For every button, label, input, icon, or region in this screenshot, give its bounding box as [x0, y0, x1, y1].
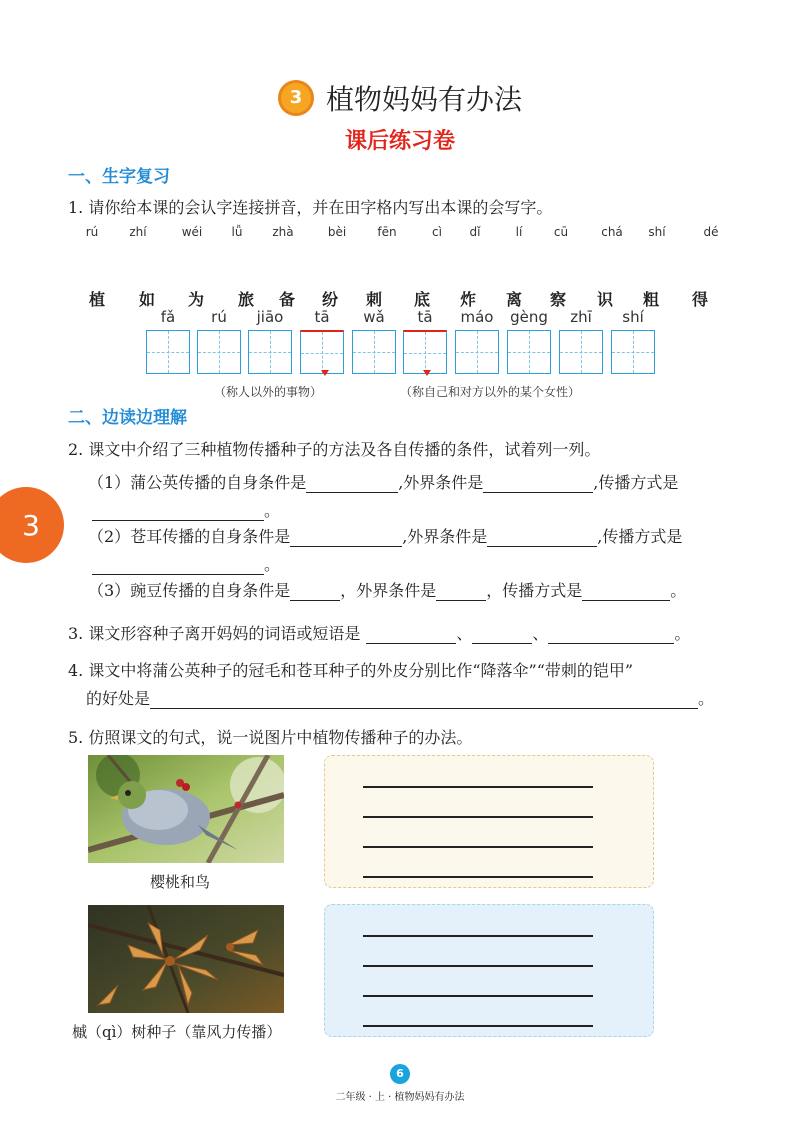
grid-pinyin: tā — [314, 308, 330, 326]
question-2-2-cont: 。 — [92, 552, 280, 575]
pinyin-option[interactable]: chá — [601, 225, 623, 239]
tian-grid-box[interactable] — [403, 330, 447, 374]
character-option[interactable]: 粗 — [642, 290, 660, 309]
answer-blank[interactable] — [290, 582, 340, 601]
tian-grid-box[interactable] — [300, 330, 344, 374]
question-1: 1. 请你给本课的会认字连接拼音，并在田字格内写出本课的会写字。 — [68, 198, 553, 217]
character-option[interactable]: 备 — [278, 290, 296, 309]
writing-line — [363, 876, 593, 878]
footer-text: 二年级 · 上 · 植物妈妈有办法 — [335, 1092, 465, 1103]
tian-grid-box[interactable] — [146, 330, 190, 374]
pinyin-option[interactable]: zhà — [272, 225, 294, 239]
tian-grid-box[interactable] — [455, 330, 499, 374]
answer-blank[interactable] — [472, 625, 532, 644]
writing-line — [363, 846, 593, 848]
pinyin-option[interactable]: cì — [432, 225, 442, 239]
character-option[interactable]: 纷 — [321, 290, 339, 309]
character-option[interactable]: 底 — [413, 290, 431, 309]
character-option[interactable]: 察 — [549, 290, 567, 309]
arrow-marker — [423, 370, 431, 376]
arrow-marker — [321, 370, 329, 376]
tian-grid-box[interactable] — [352, 330, 396, 374]
grid-pinyin: tā — [417, 308, 433, 326]
grid-pinyin: shí — [622, 308, 644, 326]
grid-pinyin: zhī — [570, 308, 592, 326]
pinyin-option[interactable]: shí — [648, 225, 666, 239]
pinyin-option[interactable]: wéi — [181, 225, 203, 239]
tian-grid-box[interactable] — [559, 330, 603, 374]
lesson-side-tab: 3 — [0, 487, 64, 563]
character-option[interactable]: 识 — [596, 290, 614, 309]
character-option[interactable]: 旅 — [237, 290, 255, 309]
page-title: 植物妈妈有办法 — [325, 83, 522, 116]
question-2-1-cont: 。 — [92, 498, 280, 521]
character-option[interactable]: 植 — [88, 290, 106, 309]
answer-box-1[interactable] — [324, 755, 654, 888]
hint-note-1: （称人以外的事物） — [214, 385, 323, 399]
answer-blank[interactable] — [150, 690, 698, 709]
character-option[interactable]: 刺 — [365, 290, 383, 309]
photo-caption-2: 槭（qì）树种子（靠风力传播） — [72, 1023, 282, 1041]
pinyin-option[interactable]: dé — [703, 225, 719, 239]
answer-blank[interactable] — [436, 582, 486, 601]
character-option[interactable]: 炸 — [459, 290, 477, 309]
answer-blank[interactable] — [582, 582, 670, 601]
section-heading-reading: 二、边读边理解 — [68, 408, 187, 428]
tian-grid-box[interactable] — [197, 330, 241, 374]
answer-blank[interactable] — [487, 528, 597, 547]
pinyin-option[interactable]: fēn — [377, 225, 397, 239]
pinyin-option[interactable]: zhí — [129, 225, 147, 239]
question-2-3: （3）豌豆传播的自身条件是 ，外界条件是 ，传播方式是 。 — [88, 581, 687, 600]
question-2: 2. 课文中介绍了三种植物传播种子的方法及各自传播的条件，试着列一列。 — [68, 440, 601, 459]
question-4: 4. 课文中将蒲公英种子的冠毛和苍耳种子的外皮分别比作“降落伞”“带刺的铠甲” — [68, 661, 634, 680]
answer-box-2[interactable] — [324, 904, 654, 1037]
grid-pinyin: wǎ — [363, 308, 385, 326]
question-4-cont: 的好处是 。 — [86, 689, 715, 708]
question-2-2: （2）苍耳传播的自身条件是 ,外界条件是 ,传播方式是 — [88, 527, 683, 546]
pinyin-option[interactable]: rú — [85, 225, 99, 239]
writing-line — [363, 816, 593, 818]
lesson-title-bar — [0, 78, 800, 118]
answer-blank[interactable] — [290, 528, 402, 547]
character-option[interactable]: 如 — [138, 290, 156, 309]
character-option[interactable]: 为 — [187, 290, 205, 309]
writing-line — [363, 1025, 593, 1027]
hint-note-2: （称自己和对方以外的某个女性） — [400, 385, 581, 399]
photo-caption-1: 樱桃和鸟 — [150, 873, 211, 891]
question-2-1: （1）蒲公英传播的自身条件是 ,外界条件是 ,传播方式是 — [88, 473, 679, 492]
tian-grid-box[interactable] — [248, 330, 292, 374]
tian-grid-box[interactable] — [507, 330, 551, 374]
pinyin-option[interactable]: bèi — [327, 225, 347, 239]
grid-pinyin: fǎ — [160, 308, 176, 326]
page-subtitle: 课后练习卷 — [344, 128, 455, 154]
lesson-number-badge: 3 — [278, 80, 314, 116]
answer-blank[interactable] — [483, 474, 593, 493]
writing-line — [363, 786, 593, 788]
grid-pinyin: jiāo — [256, 308, 284, 326]
writing-line — [363, 965, 593, 967]
pinyin-option[interactable]: dǐ — [469, 225, 481, 239]
answer-blank[interactable] — [306, 474, 398, 493]
pinyin-option[interactable]: cū — [553, 225, 569, 239]
answer-blank[interactable] — [92, 502, 264, 521]
answer-blank[interactable] — [92, 556, 264, 575]
grid-pinyin: rú — [211, 308, 227, 326]
character-option[interactable]: 离 — [505, 290, 523, 309]
pinyin-option[interactable]: lǚ — [231, 225, 243, 239]
writing-line — [363, 935, 593, 937]
question-5: 5. 仿照课文的句式，说一说图片中植物传播种子的办法。 — [68, 728, 473, 747]
answer-blank[interactable] — [548, 625, 674, 644]
writing-line — [363, 995, 593, 997]
tian-grid-box[interactable] — [611, 330, 655, 374]
maple-seed-photo — [88, 905, 284, 1013]
cherry-bird-photo — [88, 755, 284, 863]
page-number: 6 — [390, 1064, 410, 1084]
grid-pinyin: máo — [460, 308, 494, 326]
character-option[interactable]: 得 — [691, 290, 709, 309]
section-heading-review: 一、生字复习 — [68, 167, 170, 187]
pinyin-option[interactable]: lí — [515, 225, 523, 239]
question-3: 3. 课文形容种子离开妈妈的词语或短语是 、 、 。 — [68, 624, 691, 643]
grid-pinyin: gèng — [510, 308, 548, 326]
answer-blank[interactable] — [366, 625, 456, 644]
